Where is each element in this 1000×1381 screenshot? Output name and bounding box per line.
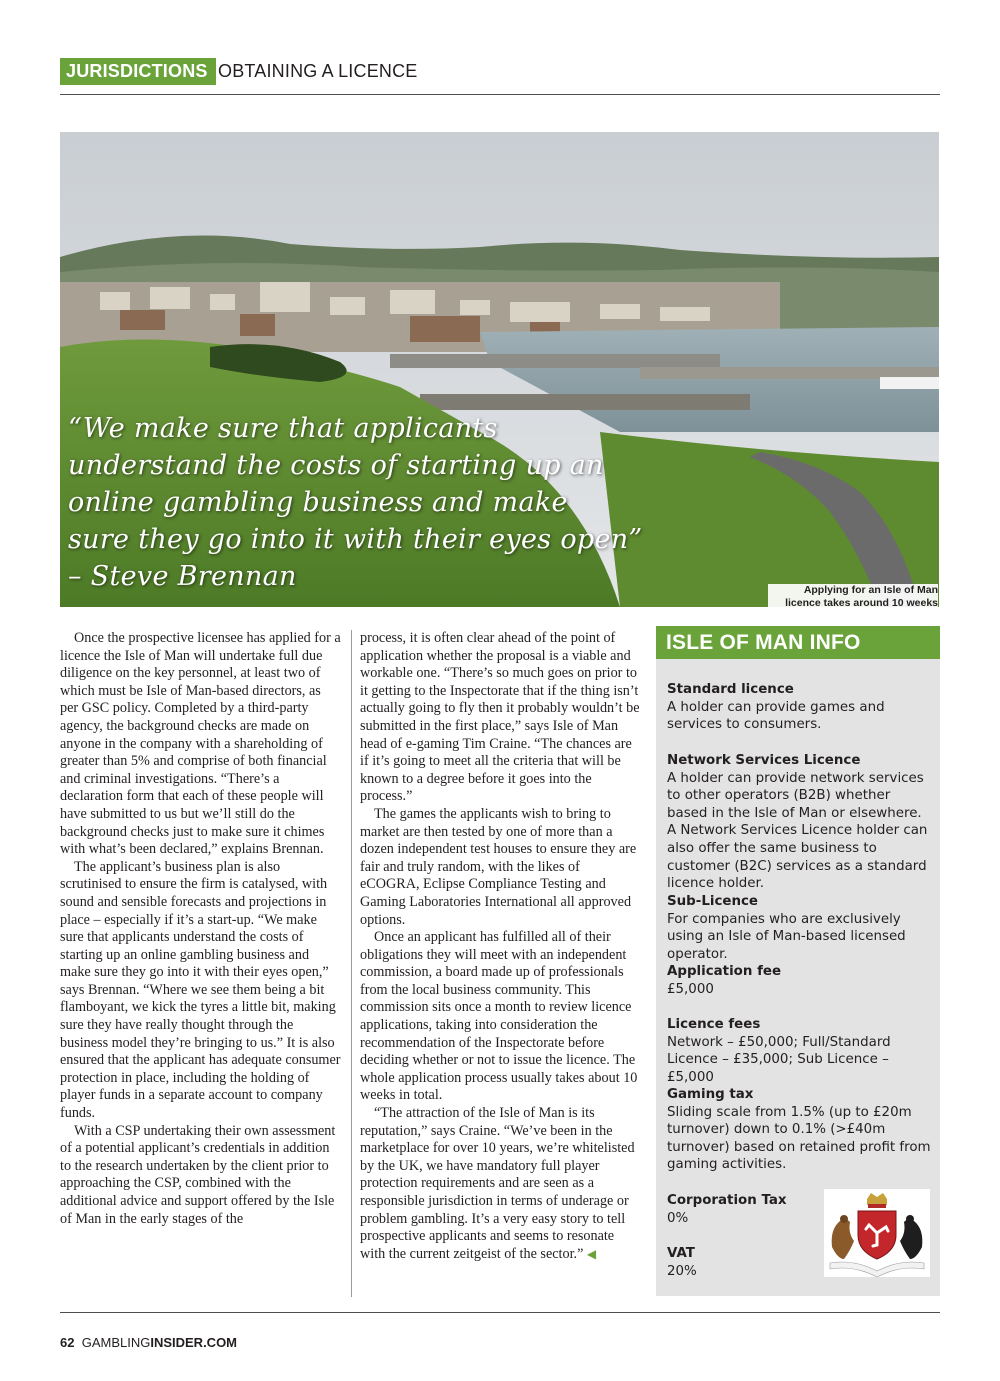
info-text: A holder can provide games and services to consumers.: [667, 699, 885, 733]
site-name-suffix: .COM: [203, 1335, 238, 1350]
info-box-title: ISLE OF MAN INFO: [656, 626, 940, 659]
info-text: For companies who are exclusively using an Isle of Man-based licensed operator.: [667, 911, 906, 962]
page-number: 62: [60, 1335, 75, 1350]
pull-quote-line: understand the costs of starting up an: [68, 450, 604, 481]
info-vat: [667, 1245, 817, 1280]
pull-quote-line: online gambling business and make: [68, 487, 568, 518]
paragraph: With a CSP undertaking their own assessment of a potential applicant’s credentials in addition to the research undertaken by the client prior to approaching the CSP, combined with the additional advice and support offered by the Isle of Man in the early stages of the: [60, 1122, 336, 1227]
info-text: Sliding scale from 1.5% (up to £20m turnover) down to 0.1% (>£40m turnover) based on retained profit from gaming activities.: [667, 1104, 931, 1173]
paragraph-text: “The attraction of the Isle of Man is its reputation,” says Craine. “We’ve been in the marketplace for over 10 years, we’re whitelisted by the UK, we have mandatory full player protection requirements and are seen as a responsible jurisdiction in terms of underage or problem gambling. It’s a very easy story to tell prospective applicants and seems to resonate with the current zeitgeist of the sector.”: [360, 1105, 635, 1262]
info-heading: Gaming tax: [667, 1087, 754, 1102]
info-gaming-tax: [667, 1086, 932, 1174]
info-application-fee: [667, 963, 932, 998]
section-tag: JURISDICTIONS: [60, 58, 216, 85]
end-mark-icon: ◀: [586, 1246, 597, 1261]
paragraph: Once an applicant has fulfilled all of their obligations they will meet with an independent commission, a board made up of professionals from the local business community. This commission sits once a month to review licence applications, taking into consideration the recommendation of the Inspectorate before deciding whether or not to issue the licence. The whole application process usually takes about 10 weeks in total.: [360, 929, 638, 1104]
paragraph: [360, 1105, 642, 1263]
info-text: 0%: [667, 1210, 689, 1226]
info-heading: Network Services Licence: [667, 753, 861, 768]
header-rule: [60, 94, 940, 95]
info-heading: Licence fees: [667, 1017, 761, 1032]
paragraph: Once the prospective licensee has applied for a licence the Isle of Man will undertake full due diligence on the key personnel, at least two of which must be Isle of Man-based directors, as per GSC policy. Completed by a third-party agency, the background checks are made on anyone in the company with a shareholding of greater than 5% and comprise of both financial and criminal investigations. “There’s a declaration form that each of these people will have submitted to us but we’ll still do the background checks just to make sure it chimes with what’s been declared,” explains Brennan.: [60, 630, 341, 858]
article-column-1: [60, 630, 342, 1228]
info-network-services-licence: [667, 752, 932, 893]
info-heading: VAT: [667, 1246, 695, 1261]
info-corporation-tax: [667, 1192, 817, 1227]
info-standard-licence: [667, 681, 932, 734]
photo-caption-line: Applying for an Isle of Man: [803, 584, 938, 596]
pull-quote-line: “We make sure that applicants: [68, 413, 498, 444]
pull-quote-attribution: – Steve Brennan: [68, 561, 297, 592]
paragraph: process, it is often clear ahead of the point of application whether the proposal is a viable and workable one. “There’s so much goes on prior to it getting to the Inspectorate that if the thing isn’t actually going to fly then it probably wouldn’t be submitted in the first place,” says Isle of Man head of e-gaming Tim Craine. “The chances are if it’s going to meet all the criteria that will be known to a degree before it goes into the process.”: [360, 630, 640, 805]
info-heading: Application fee: [667, 964, 782, 979]
paragraph: The applicant’s business plan is also scrutinised to ensure the firm is catalysed, with sound and sensible forecasts and projections in place – especially if it’s a start-up. “We make sure that applicants understand the costs of starting up an online gambling business and make sure they go into it with their eyes open,” says Brennan. “Where we see them being a bit flamboyant, we kick the tyres a little bit, making sure they have really thought through the business model they’re bringing to us.” It is also ensured that the applicant has adequate consumer protection in place, including the holding of player funds in a separate account to company funds.: [60, 858, 341, 1122]
isle-of-man-crest: [824, 1189, 930, 1277]
info-sub-licence: [667, 893, 932, 963]
pull-quote-line: sure they go into it with their eyes open”: [68, 524, 643, 555]
site-name-bold: INSIDER: [150, 1335, 204, 1350]
photo-caption: [768, 584, 938, 610]
column-divider: [351, 630, 352, 1297]
info-text: £5,000: [667, 981, 714, 997]
info-heading: Standard licence: [667, 682, 794, 697]
info-heading: Corporation Tax: [667, 1193, 787, 1208]
article-column-2: [360, 630, 642, 1263]
info-text: Network – £50,000; Full/Standard Licence – £35,000; Sub Licence – £5,000: [667, 1034, 891, 1085]
pull-quote: [68, 410, 668, 595]
info-licence-fees: [667, 1016, 932, 1086]
info-text: A holder can provide network services to other operators (B2B) whether based in the Isle of Man or elsewhere. A Network Services Licence holder can also offer the same business to customer (B2C) services as a standard licence holder.: [667, 770, 928, 892]
footer-rule: [60, 1312, 940, 1313]
info-text: 20%: [667, 1263, 697, 1279]
paragraph: The games the applicants wish to bring to market are then tested by one of more than a dozen independent test houses to ensure they are fair and truly random, with the likes of eCOGRA, Eclipse Compliance Testing and Gaming Laboratories International all approved options.: [360, 805, 637, 928]
section-subtitle: OBTAINING A LICENCE: [218, 61, 418, 81]
photo-caption-line: licence takes around 10 weeks: [785, 597, 938, 609]
page-folio: [60, 1335, 237, 1350]
isle-of-man-info-box: [656, 626, 940, 1296]
info-heading: Sub-Licence: [667, 894, 759, 909]
site-name-prefix: GAMBLING: [81, 1335, 151, 1350]
